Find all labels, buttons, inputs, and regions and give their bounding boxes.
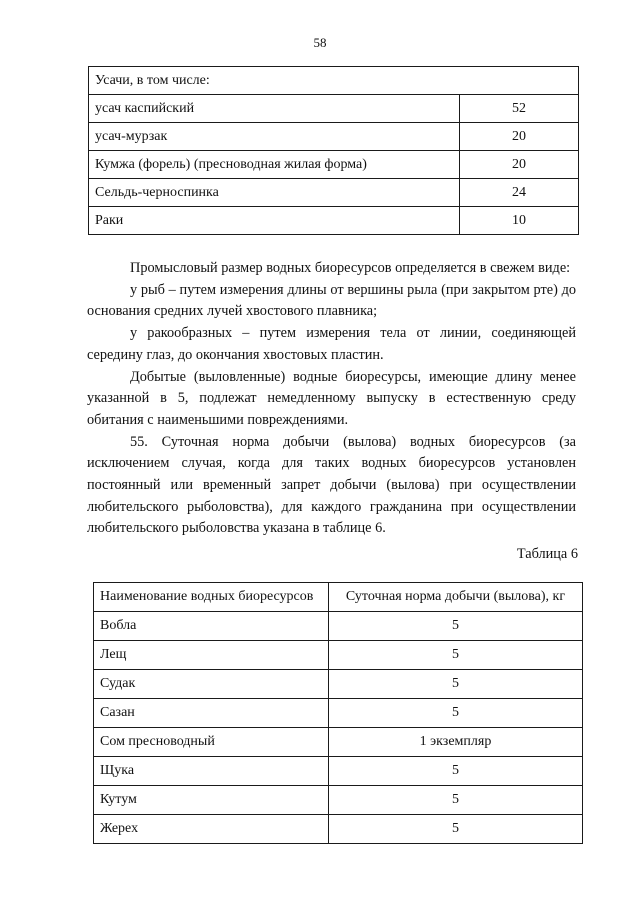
row-name: Вобла [94,612,329,641]
row-name: Щука [94,757,329,786]
row-value: 5 [329,699,583,728]
daily-catch-norm-table [93,582,583,844]
table-row [89,95,579,123]
paragraph: у рыб – путем измерения длины от вершины рыла (при закрытом рте) до основания средних лучей хвостового плавника; [87,281,576,320]
row-name: усач каспийский [89,95,460,123]
table-row [89,123,579,151]
row-name: усач-мурзак [89,123,460,151]
row-name: Кутум [94,786,329,815]
row-value: 5 [329,786,583,815]
row-value: 5 [329,757,583,786]
table-caption: Таблица 6 [516,546,578,562]
page-number: 58 [313,35,327,50]
table-row [89,179,579,207]
paragraph: 55. Суточная норма добычи (вылова) водных биоресурсов (за исключением случая, когда для таких водных биоресурсов установлен постоянный или временный запрет добычи (вылова) при осуществлении любительского рыболовства), для каждого гражданина при осуществлении любительского рыболовства указана в таблице 6. [87,433,576,537]
body-text [87,258,576,540]
row-value: 52 [460,95,579,123]
row-name: Усачи, в том числе: [89,67,579,95]
row-value: 1 экземпляр [329,728,583,757]
fish-size-table-continued [88,66,579,235]
row-value: 20 [460,123,579,151]
table-row [94,815,583,844]
row-name: Судак [94,670,329,699]
column-header-norm: Суточная норма добычи (вылова), кг [329,583,583,612]
table-row [94,641,583,670]
table-row [94,612,583,641]
row-value: 5 [329,641,583,670]
row-name: Кумжа (форель) (пресноводная жилая форма) [89,151,460,179]
row-name: Раки [89,207,460,235]
row-value: 5 [329,670,583,699]
table-header-row [94,583,583,612]
table-row [94,786,583,815]
row-value: 5 [329,612,583,641]
row-name: Жерех [94,815,329,844]
row-name: Сельдь-черноспинка [89,179,460,207]
paragraph: Промысловый размер водных биоресурсов определяется в свежем виде: [130,260,571,276]
row-name: Лещ [94,641,329,670]
table-row [89,151,579,179]
table-row [89,67,579,95]
table-row [94,757,583,786]
table-row [94,699,583,728]
row-value: 10 [460,207,579,235]
row-value: 5 [329,815,583,844]
row-name: Сазан [94,699,329,728]
row-value: 24 [460,179,579,207]
table-row [94,728,583,757]
paragraph: у ракообразных – путем измерения тела от линии, соединяющей середину глаз, до окончания хвостовых пластин. [87,325,576,363]
table-row [89,207,579,235]
row-name: Сом пресноводный [94,728,329,757]
row-value: 20 [460,151,579,179]
table-row [94,670,583,699]
column-header-name: Наименование водных биоресурсов [94,583,329,612]
paragraph: Добытые (выловленные) водные биоресурсы, имеющие длину менее указанной в 5, подлежат немедленному выпуску в естественную среду обитания с наименьшими повреждениями. [87,368,576,428]
